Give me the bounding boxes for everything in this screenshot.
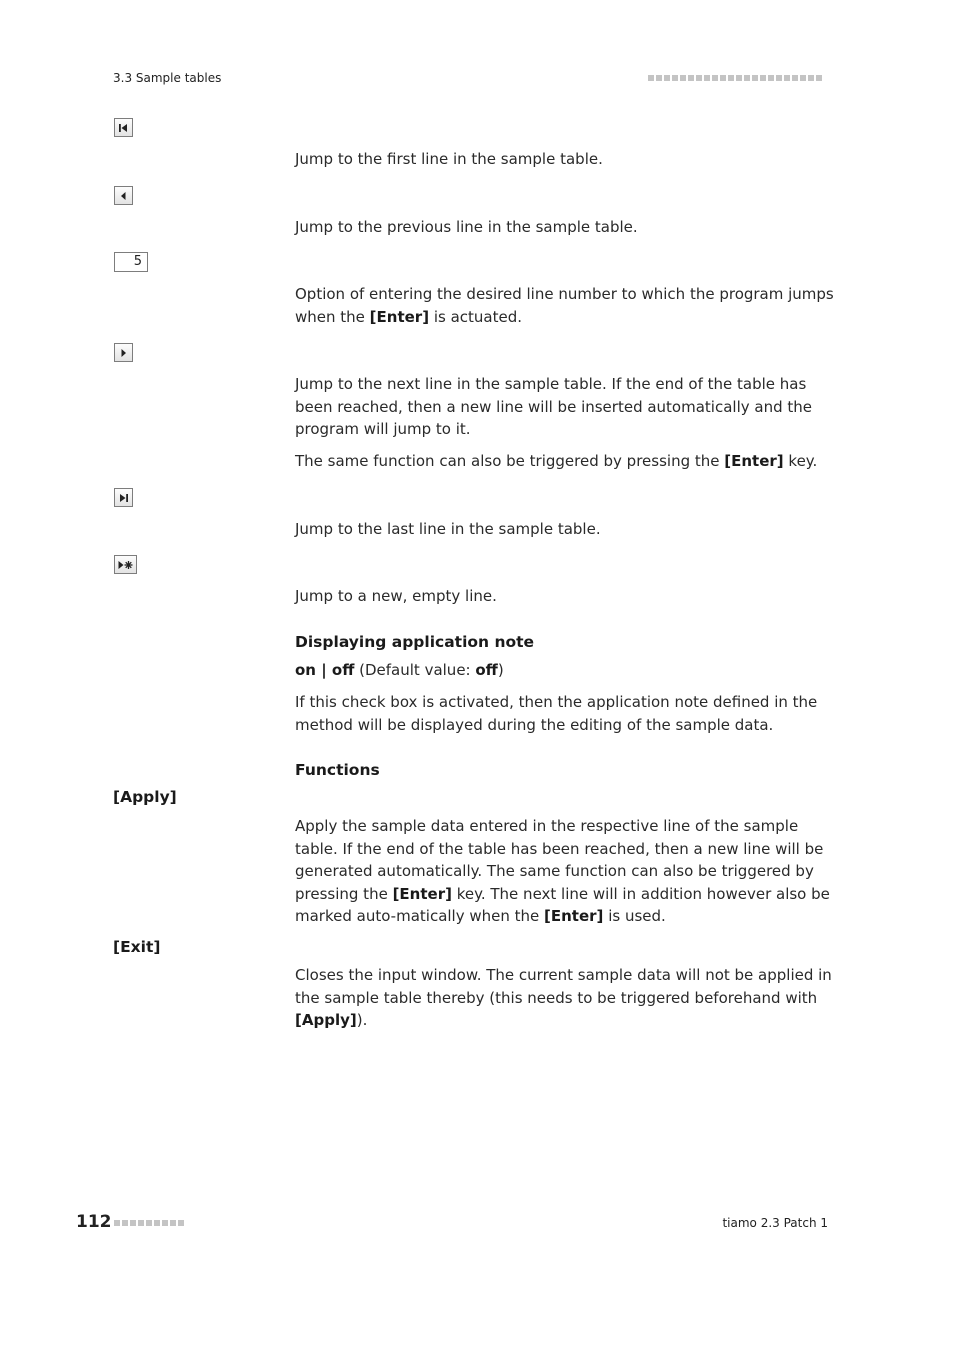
- section-header: 3.3 Sample tables: [113, 71, 222, 85]
- functions-heading: Functions: [295, 761, 380, 779]
- new-line-description: Jump to a new, empty line.: [295, 587, 497, 605]
- app-note-heading: Displaying application note: [295, 633, 535, 651]
- new-line-icon: [114, 555, 137, 574]
- first-line-icon: [114, 118, 133, 137]
- app-note-description: If this check box is activated, then the application note defined in the method will be displayed during the editing of the sample data.: [295, 693, 818, 734]
- exit-button-label: [Exit]: [113, 938, 161, 956]
- product-name: tiamo 2.3 Patch 1: [722, 1216, 828, 1230]
- app-note-values: on | off (Default value: off): [295, 661, 504, 679]
- apply-button-label: [Apply]: [113, 788, 177, 806]
- exit-description: Closes the input window. The current sample data will not be applied in the sample table thereby (this needs to be triggered beforehand with [Apply]).: [295, 966, 832, 1029]
- last-line-icon: [114, 488, 133, 507]
- next-line-enter-note: The same function can also be triggered by pressing the [Enter] key.: [295, 452, 818, 470]
- line-number-field: 5: [114, 252, 148, 272]
- line-number-description: Option of entering the desired line number to which the program jumps when the [Enter] is actuated.: [295, 285, 834, 326]
- previous-line-description: Jump to the previous line in the sample table.: [295, 218, 638, 236]
- page-number: 112: [76, 1212, 112, 1232]
- next-line-icon: [114, 343, 133, 362]
- footer-decoration: [114, 1220, 184, 1226]
- last-line-description: Jump to the last line in the sample table.: [295, 520, 601, 538]
- next-line-description: Jump to the next line in the sample table. If the end of the table has been reached, then a new line will be inserted automatically and the program will jump to it.: [295, 375, 812, 438]
- first-line-description: Jump to the first line in the sample table.: [295, 150, 603, 168]
- previous-line-icon: [114, 186, 133, 205]
- header-decoration: [648, 75, 822, 81]
- apply-description: Apply the sample data entered in the respective line of the sample table. If the end of the table has been reached, then a new line will be generated automatically. The same function can also be triggered by pressing the [Enter] key. The next line will in addition however also be marked auto-matically when the [Enter] is used.: [295, 817, 830, 925]
